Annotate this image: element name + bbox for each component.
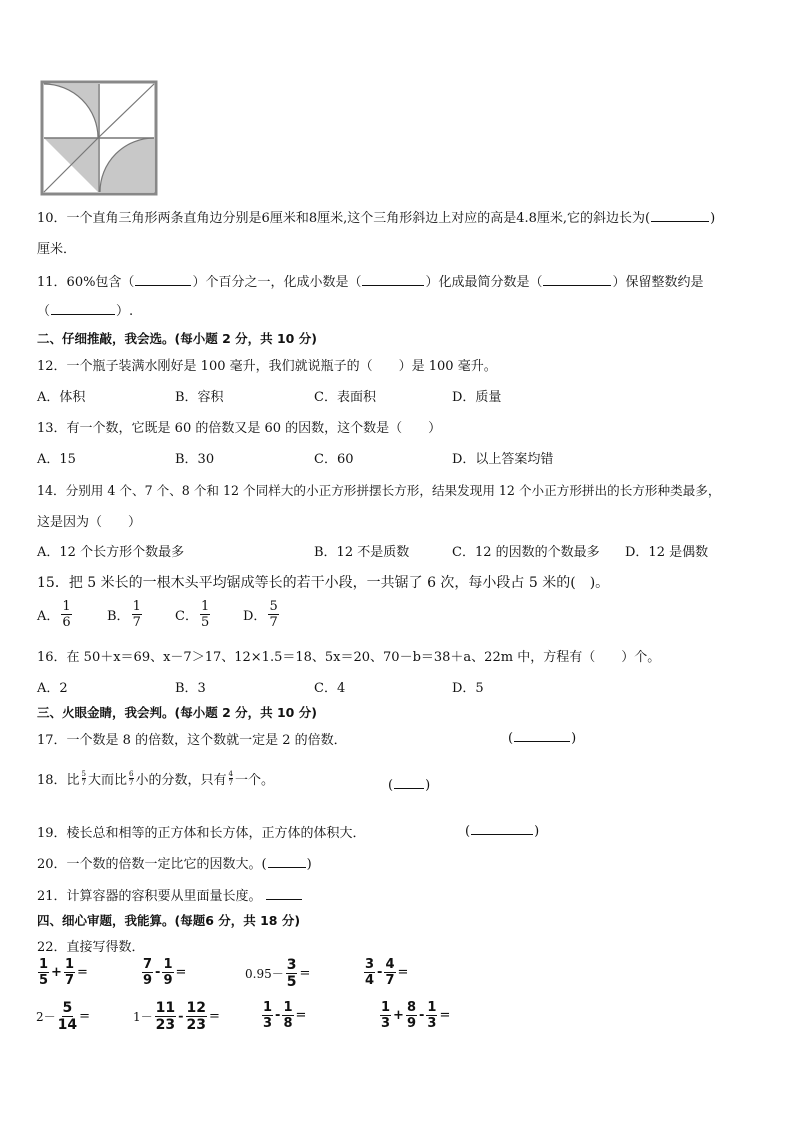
q11-text-f: ）. (116, 304, 134, 319)
expression-lead: 2－ (36, 1010, 56, 1024)
q16-stem: 16．在 50＋x＝69、x－7＞17、12×1.5＝18、5x＝20、70－b＝38＋a、22m 中，方程有（ ）个。 (37, 650, 661, 665)
q11-line1 (37, 271, 703, 290)
q20-blank[interactable] (268, 855, 306, 868)
fraction-denominator: 7 (64, 973, 74, 988)
q17-answer[interactable] (508, 729, 576, 746)
fraction-numerator: 1 (381, 1000, 391, 1015)
section4-title: 四、细心审题，我能算。(每题6 分，共 18 分) (37, 913, 301, 928)
q22-expr-2 (140, 958, 186, 987)
q12-option-d[interactable]: D．质量 (452, 390, 502, 405)
q15-stem: 15．把 5 米长的一根木头平均锯成等长的若干小段，一共锯了 6 次，每小段占 5 米的( )。 (37, 575, 610, 591)
q21-stem: 21．计算容器的容积要从里面量长度。 (37, 889, 262, 904)
q11-text-e: （ (37, 304, 51, 319)
fraction-numerator: 1 (62, 599, 71, 614)
q18-blank[interactable] (394, 776, 424, 789)
fraction-denominator: 7 (132, 615, 141, 630)
fraction (380, 1001, 391, 1030)
q19-paren-right: ) (534, 824, 540, 839)
q15-option-b[interactable] (107, 600, 144, 629)
fraction-numerator: 1 (39, 957, 49, 972)
fraction (38, 958, 49, 987)
q13-stem: 13．有一个数，它既是 60 的倍数又是 60 的因数，这个数是（ ） (37, 421, 442, 436)
q14-option-c[interactable]: C．12 的因数的个数最多 (452, 545, 600, 560)
fraction-numerator: 1 (263, 1000, 273, 1015)
fraction-numerator: 8 (406, 1000, 416, 1015)
q20-close: ) (306, 857, 312, 872)
q15-option-c-label: C． (175, 609, 198, 624)
equals-sign: = (209, 1009, 220, 1024)
q18-text-c: 小的分数，只有 (135, 773, 227, 788)
fraction-numerator: 1 (200, 599, 210, 614)
q22-expr-3 (245, 958, 310, 989)
expression-lead: 1－ (133, 1010, 153, 1024)
operator: - (419, 1008, 425, 1023)
fraction-denominator: 4 (365, 973, 375, 988)
fraction (64, 958, 75, 987)
fraction-numerator: 1 (427, 1000, 437, 1015)
operator: - (178, 1009, 184, 1024)
q18-stem (37, 769, 274, 788)
operator: + (393, 1008, 404, 1023)
q14-option-a[interactable]: A．12 个长方形个数最多 (37, 545, 185, 560)
fraction-numerator: 1 (163, 957, 173, 972)
fraction-denominator: 3 (263, 1016, 273, 1031)
operator: - (155, 965, 161, 980)
equals-sign: = (79, 1009, 91, 1024)
q20-line (37, 853, 312, 872)
fraction-denominator: 7 (269, 615, 278, 630)
fraction-denominator: 5 (39, 973, 49, 988)
fraction (384, 958, 395, 987)
fraction (364, 958, 375, 987)
q12-stem: 12．一个瓶子装满水刚好是 100 毫升，我们就说瓶子的（ ）是 100 毫升。 (37, 359, 497, 374)
fraction-numerator: 5 (62, 1000, 73, 1016)
fraction-denominator: 7 (385, 973, 395, 988)
q14-line1: 14．分别用 4 个、7 个、8 个和 12 个同样大的小正方形拼摆长方形，结果发现用 12 个小正方形拼出的长方形种类最多， (37, 483, 721, 498)
fraction (262, 1001, 273, 1030)
q10-close: ) (710, 211, 716, 226)
fraction-numerator: 11 (155, 1000, 176, 1016)
q13-option-b[interactable]: B．30 (175, 452, 215, 467)
q15-option-d[interactable] (243, 600, 281, 629)
fraction-numerator: 3 (365, 957, 375, 972)
q21-line (37, 885, 303, 904)
q16-option-b[interactable]: B．3 (175, 681, 206, 696)
q11-blank-4[interactable] (51, 302, 115, 315)
equals-sign: = (439, 1008, 451, 1023)
fraction-denominator: 9 (163, 973, 173, 988)
q15-option-a[interactable] (37, 600, 74, 629)
fraction-denominator: 5 (286, 974, 297, 990)
equals-sign: = (299, 966, 311, 981)
q10-text: 10．一个直角三角形两条直角边分别是6厘米和8厘米,这个三角形斜边上对应的高是4.8厘米,它的斜边长为( (37, 211, 651, 226)
square-figure (40, 80, 158, 196)
q18-paren-left: ( (388, 778, 394, 793)
q15-option-b-fraction (132, 600, 142, 629)
fraction-denominator: 5 (200, 615, 210, 630)
q18-text-b: 大而比 (88, 773, 128, 788)
operator: + (51, 965, 62, 980)
fraction-denominator: 7 (228, 778, 233, 787)
q17-paren-right: ) (571, 731, 577, 746)
fraction-numerator: 6 (129, 769, 134, 778)
q11-blank-2[interactable] (362, 273, 424, 286)
fraction (142, 958, 153, 987)
fraction-denominator: 23 (186, 1017, 207, 1033)
fraction (426, 1001, 437, 1030)
q11-text-c: ）化成最简分数是（ (425, 275, 543, 290)
q15-option-a-fraction (61, 600, 71, 629)
q15-option-c-fraction (200, 600, 210, 629)
fraction (286, 958, 298, 989)
fraction-numerator: 7 (143, 957, 153, 972)
q19-blank[interactable] (471, 822, 533, 835)
q10-line1 (37, 207, 715, 226)
fraction-denominator: 6 (62, 615, 71, 630)
fraction-denominator: 14 (57, 1017, 78, 1033)
q13-option-c[interactable]: C．60 (314, 452, 354, 467)
fraction-denominator: 9 (406, 1016, 416, 1031)
q14-option-b[interactable]: B．12 不是质数 (314, 545, 410, 560)
q22-expr-7 (260, 1001, 306, 1030)
equals-sign: = (397, 965, 409, 980)
q11-blank-3[interactable] (543, 273, 611, 286)
fraction-numerator: 1 (283, 1000, 293, 1015)
q17-stem: 17．一个数是 8 的倍数，这个数就一定是 2 的倍数． (37, 733, 347, 748)
q18-text-a: 18．比 (37, 773, 80, 788)
equals-sign: = (175, 965, 187, 980)
q11-text-a: 11．60%包含（ (37, 275, 135, 290)
fraction-numerator: 4 (228, 769, 233, 778)
fraction-denominator: 3 (381, 1016, 391, 1031)
q22-expr-6 (133, 1001, 220, 1032)
q21-blank[interactable] (266, 887, 302, 900)
q18-fraction-3 (229, 771, 233, 787)
q22-expr-4 (362, 958, 408, 987)
fraction-denominator: 7 (81, 778, 87, 787)
q18-fraction-2 (129, 771, 133, 787)
q19-answer[interactable] (465, 822, 539, 839)
q13-option-d[interactable]: D．以上答案均错 (452, 452, 554, 467)
fraction-numerator: 4 (385, 957, 395, 972)
fraction-numerator: 3 (286, 957, 297, 973)
q10-blank[interactable] (651, 209, 709, 222)
q12-option-a[interactable]: A．体积 (37, 390, 86, 405)
fraction-numerator: 5 (81, 769, 87, 778)
q15-option-d-fraction (268, 600, 278, 629)
q18-paren-right: ) (425, 778, 431, 793)
q15-option-c[interactable] (175, 600, 212, 629)
fraction-denominator: 7 (129, 778, 134, 787)
fraction (155, 1001, 176, 1032)
q19-stem: 19．棱长总和相等的正方体和长方体，正方体的体积大． (37, 826, 366, 841)
q11-text-b: ）个百分之一，化成小数是（ (192, 275, 362, 290)
q17-blank[interactable] (514, 729, 570, 742)
fraction (58, 1001, 77, 1032)
q15-option-a-label: A． (37, 609, 60, 624)
fraction-denominator: 9 (143, 973, 153, 988)
q15-option-b-label: B． (107, 609, 130, 624)
fraction (186, 1001, 207, 1032)
q17-paren-left: ( (508, 731, 514, 746)
q16-option-c[interactable]: C．4 (314, 681, 346, 696)
q18-text-d: 一个。 (234, 773, 274, 788)
q22-expr-5 (36, 1001, 90, 1032)
q13-option-a[interactable]: A．15 (37, 452, 76, 467)
q22-expr-8 (378, 1001, 450, 1030)
q14-line2: 这是因为（ ） (37, 515, 142, 530)
q16-option-a[interactable]: A．2 (37, 681, 68, 696)
q22-expr-1 (36, 958, 88, 987)
q14-option-d[interactable]: D．12 是偶数 (625, 545, 709, 560)
q19-paren-left: ( (465, 824, 471, 839)
q11-blank-1[interactable] (135, 273, 191, 286)
fraction-numerator: 12 (186, 1000, 207, 1016)
q12-option-b[interactable]: B．容积 (175, 390, 224, 405)
q15-option-d-label: D． (243, 609, 267, 624)
fraction-numerator: 1 (132, 599, 141, 614)
q10-line2: 厘米． (37, 242, 77, 257)
equals-sign: = (77, 965, 88, 980)
fraction (406, 1001, 417, 1030)
section2-title: 二、仔细推敲，我会选。(每小题 2 分，共 10 分) (37, 331, 317, 346)
fraction (282, 1001, 293, 1030)
fraction-denominator: 8 (283, 1016, 293, 1031)
expression-lead: 0.95－ (245, 967, 284, 981)
fraction-denominator: 23 (155, 1017, 176, 1033)
q16-option-d[interactable]: D．5 (452, 681, 484, 696)
fraction-denominator: 3 (427, 1016, 437, 1031)
operator: - (275, 1008, 281, 1023)
fraction-numerator: 5 (269, 599, 278, 614)
equals-sign: = (295, 1008, 307, 1023)
section3-title: 三、火眼金睛，我会判。(每小题 2 分，共 10 分) (37, 705, 317, 720)
q12-option-c[interactable]: C．表面积 (314, 390, 376, 405)
q11-line2 (37, 300, 133, 319)
q18-answer[interactable] (388, 776, 430, 793)
operator: - (377, 965, 383, 980)
q22-stem: 22．直接写得数． (37, 940, 145, 955)
fraction-numerator: 1 (64, 957, 74, 972)
q20-stem: 20．一个数的倍数一定比它的因数大。( (37, 857, 267, 872)
q18-fraction-1 (82, 771, 86, 787)
fraction (162, 958, 173, 987)
q11-text-d: ）保留整数约是 (612, 275, 704, 290)
